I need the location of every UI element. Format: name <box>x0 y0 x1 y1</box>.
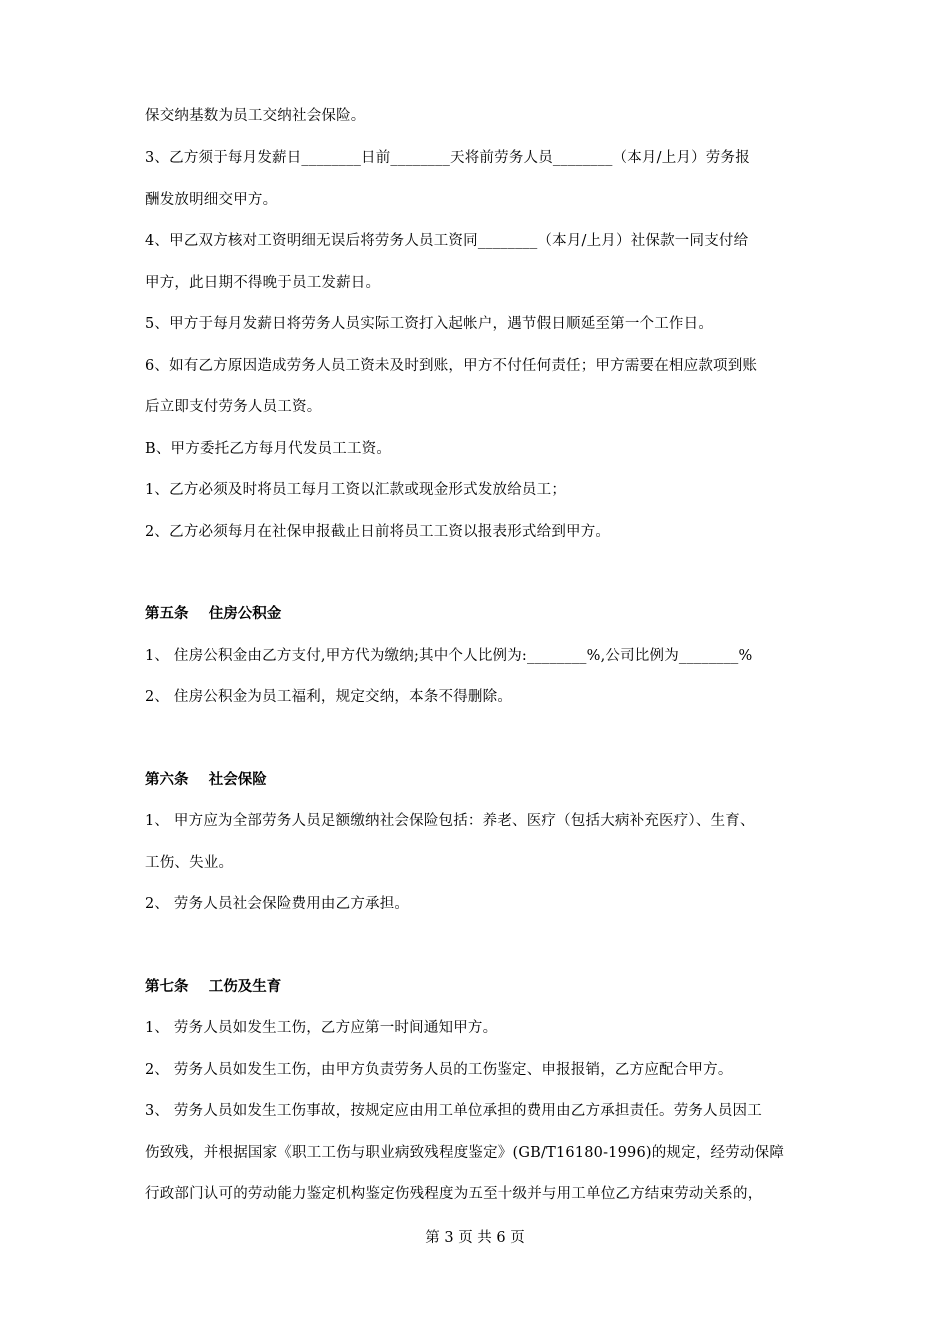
paragraph-line: 6、如有乙方原因造成劳务人员工资未及时到账，甲方不付任何责任；甲方需要在相应款项到账 <box>145 358 758 374</box>
paragraph-line: 2、 劳务人员社会保险费用由乙方承担。 <box>145 896 410 912</box>
paragraph-line: 5、甲方于每月发薪日将劳务人员实际工资打入起帐户，遇节假日顺延至第一个工作日。 <box>145 316 714 332</box>
section-heading: 第五条 住房公积金 <box>145 605 282 622</box>
paragraph-line: B、甲方委托乙方每月代发员工工资。 <box>145 441 392 457</box>
paragraph-line: 2、乙方必须每月在社保申报截止日前将员工工资以报表形式给到甲方。 <box>145 524 611 540</box>
paragraph-line: 3、 劳务人员如发生工伤事故，按规定应由用工单位承担的费用由乙方承担责任。劳务人员因工 <box>145 1103 762 1119</box>
paragraph-line: 工伤、失业。 <box>145 855 234 871</box>
paragraph-line: 保交纳基数为员工交纳社会保险。 <box>145 108 366 124</box>
paragraph-line: 后立即支付劳务人员工资。 <box>145 399 322 415</box>
paragraph-line: 1、 住房公积金由乙方支付,甲方代为缴纳;其中个人比例为:________%,公司比例为________% <box>145 648 753 664</box>
page-number: 第 3 页 共 6 页 <box>425 1230 525 1246</box>
paragraph-line: 1、 甲方应为全部劳务人员足额缴纳社会保险包括：养老、医疗（包括大病补充医疗）、生育、 <box>145 813 755 829</box>
section-heading: 第六条 社会保险 <box>145 771 267 788</box>
paragraph-line: 3、乙方须于每月发薪日________日前________天将前劳务人员________（本月/上月）劳务报 <box>145 150 750 166</box>
section-heading: 第七条 工伤及生育 <box>145 978 282 995</box>
paragraph-line: 4、甲乙双方核对工资明细无误后将劳务人员工资同________（本月/上月）社保款一同支付给 <box>145 233 749 249</box>
paragraph-line: 酬发放明细交甲方。 <box>145 192 278 208</box>
paragraph-line: 甲方，此日期不得晚于员工发薪日。 <box>145 275 381 291</box>
paragraph-line: 行政部门认可的劳动能力鉴定机构鉴定伤残程度为五至十级并与用工单位乙方结束劳动关系的， <box>145 1186 763 1202</box>
paragraph-line: 2、 劳务人员如发生工伤，由甲方负责劳务人员的工伤鉴定、申报报销，乙方应配合甲方。 <box>145 1062 733 1078</box>
paragraph-line: 1、乙方必须及时将员工每月工资以汇款或现金形式发放给员工； <box>145 482 567 498</box>
paragraph-line: 1、 劳务人员如发生工伤，乙方应第一时间通知甲方。 <box>145 1020 498 1036</box>
paragraph-line: 伤致残，并根据国家《职工工伤与职业病致残程度鉴定》(GB/T16180-1996)的规定，经劳动保障 <box>145 1145 785 1161</box>
paragraph-line: 2、 住房公积金为员工福利，规定交纳，本条不得删除。 <box>145 689 513 705</box>
